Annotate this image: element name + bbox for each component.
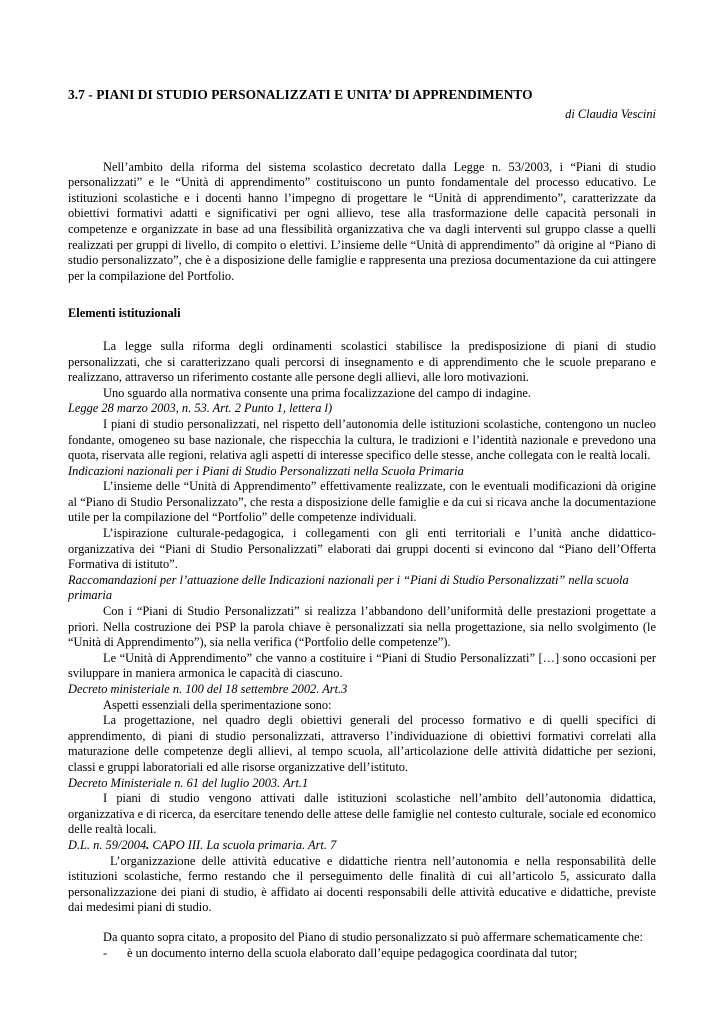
source-citation-6-dot: . [146, 837, 150, 852]
document-title: 3.7 - PIANI DI STUDIO PERSONALIZZATI E UNITA’ DI APPRENDIMENTO [68, 87, 533, 102]
paragraph-7: Le “Unità di Apprendimento” che vanno a costituire i “Piani di Studio Personalizzati” […] sono occasioni per sviluppare in maniera armonica le capacità di ciascuno. [68, 650, 656, 681]
paragraph-5: L’ispirazione culturale-pedagogica, i collegamenti con gli enti territoriali e l’unità anche didattico-organizzativa dei “Piani di Studio Personalizzati” elaborati dai gruppi docenti si evincono dal “Piano dell’Offerta Formativa di istituto”. [68, 526, 656, 572]
list-item [68, 946, 656, 962]
source-citation-1: Legge 28 marzo 2003, n. 53. Art. 2 Punto 1, lettera l) [68, 401, 333, 416]
paragraph-12: Da quanto sopra citato, a proposito del Piano di studio personalizzato si può affermare schematicamente che: [103, 929, 643, 944]
list-bullet-dash: - [103, 945, 108, 960]
section-heading: Elementi istituzionali [68, 306, 181, 321]
paragraph-3: I piani di studio personalizzati, nel rispetto dell’autonomia delle istituzioni scolastiche, contengono un nucleo fondante, omogeneo su base nazionale, che rispecchia la cultura, le tradizioni e l’identità nazionale e prevedono una quota, riservata alle regioni, relativa agli aspetti di interesse specifico delle stesse, anche collegata con le realtà locali. [68, 416, 656, 463]
source-citation-6 [68, 838, 656, 854]
paragraph-1: La legge sulla riforma degli ordinamenti scolastici stabilisce la predisposizione di piani di studio personalizzati, che si caratterizzano quali percorsi di insegnamento e di apprendimento che le scuole preparano e realizzano, attraverso un riferimento costante alle persone degli allievi, alle loro motivazioni. [68, 338, 656, 385]
source-citation-6-chapter: CAPO III. La scuola primaria. Art. 7 [149, 837, 337, 852]
intro-paragraph: Nell’ambito della riforma del sistema scolastico decretato dalla Legge n. 53/2003, i “Piani di studio personalizzati” e le “Unità di apprendimento” costituiscono un punto fondamentale del processo educativo. Le istituzioni scolastiche e i docenti hanno l’impegno di progettare le “Unità di apprendimento”, caratterizzate da obiettivi formativi adatti e significativi per ogni allievo, tese alla trasformazione delle capacità personali in competenze e organizzate in base ad una flessibilità organizzativa che va dagli interventi sul gruppo classe a quelli realizzati per gruppi di livello, di compito o elettivi. L’insieme delle “Unità di apprendimento” dà origine al “Piano di studio personalizzato”, che è a disposizione delle famiglie e rappresenta una preziosa documentazione da cui attingere per la compilazione del Portfolio. [68, 159, 656, 283]
paragraph-4: L’insieme delle “Unità di Apprendimento” effettivamente realizzate, con le eventuali modificazioni dà origine al “Piano di Studio Personalizzato”, che resta a disposizione delle famiglie e da cui si ricava anche la documentazione utile per la compilazione del “Portfolio” delle competenze individuali. [68, 479, 656, 525]
paragraph-2: Uno sguardo alla normativa consente una prima focalizzazione del campo di indagine. [103, 385, 532, 400]
paragraph-9: La progettazione, nel quadro degli obiettivi generali del processo formativo e di quelli specifici di apprendimento, di piani di studio personalizzati, attraverso l’individuazione di obiettivi formativi correlati alla maturazione delle competenze degli allievi, al tempo scuola, all’articolazione delle attività didattiche per sezioni, classi e gruppi laboratoriali ed alle risorse organizzative dell’istituto. [68, 713, 656, 774]
paragraph-6: Con i “Piani di Studio Personalizzati” si realizza l’abbandono dell’uniformità delle prestazioni progettate a priori. Nella costruzione dei PSP la parola chiave è personalizzati sia nella progettazione, sia nello svolgimento (le “Unità di Apprendimento”), sia nella verifica (“Portfolio delle competenze”). [68, 604, 656, 650]
document-content [68, 86, 656, 961]
list-item-text: è un documento interno della scuola elaborato dall’equipe pedagogica coordinata dal tutor; [127, 945, 578, 960]
author-line: di Claudia Vescini [565, 107, 656, 121]
source-citation-4: Decreto ministeriale n. 100 del 18 settembre 2002. Art.3 [68, 682, 348, 696]
paragraph-8: Aspetti essenziali della sperimentazione sono: [103, 697, 332, 712]
paragraph-11: L’organizzazione delle attività educative e didattiche rientra nell’autonomia e nella responsabilità delle istituzioni scolastiche, fermo restando che il perseguimento delle finalità di cui all’articolo 5, assicurato dalla personalizzazione dei piani di studio, è affidato ai docenti responsabili delle attività educative e didattiche, previste dai medesimi piani di studio. [68, 853, 656, 915]
source-citation-5: Decreto Ministeriale n. 61 del luglio 2003. Art.1 [68, 775, 309, 790]
source-citation-2: Indicazioni nazionali per i Piani di Studio Personalizzati nella Scuola Primaria [68, 463, 464, 478]
source-citation-3: Raccomandazioni per l’attuazione delle Indicazioni nazionali per i “Piani di Studio Personalizzati” nella scuola primaria [68, 572, 629, 603]
paragraph-10: I piani di studio vengono attivati dalle istituzioni scolastiche nell’ambito dell’autonomia didattica, organizzativa e di ricerca, da esercitare tenendo delle attese delle famiglie nel contesto culturale, sociale ed economico delle realtà locali. [68, 791, 656, 837]
source-citation-6-decree: D.L. n. 59/2004 [68, 837, 147, 852]
